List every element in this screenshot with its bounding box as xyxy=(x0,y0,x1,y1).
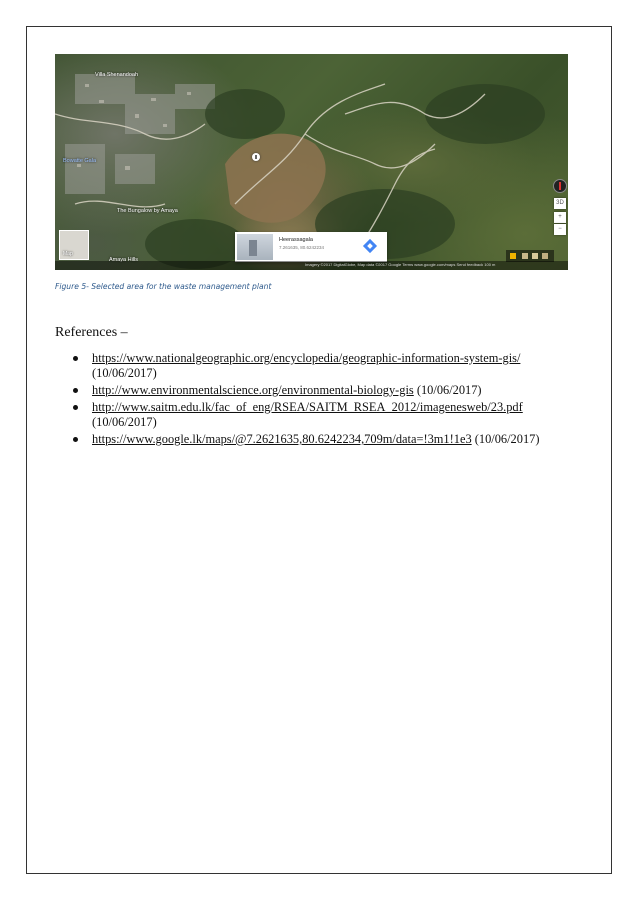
map-pin-icon[interactable] xyxy=(252,153,260,161)
reference-date: (10/06/2017) xyxy=(416,383,482,397)
map-bottom-bar xyxy=(55,261,568,270)
map-view-toggle[interactable] xyxy=(59,230,89,260)
map-label-bungalow: The Bungalow by Amaya xyxy=(117,208,178,214)
zoom-out-button[interactable]: − xyxy=(554,224,566,235)
imagery-thumb-icon[interactable] xyxy=(542,253,548,259)
map-label-bowatte: Bowatte Gala xyxy=(63,158,97,164)
place-coords: 7.261635, 80.6242234 xyxy=(279,245,325,250)
reference-link[interactable]: http://www.saitm.edu.lk/fac_of_eng/RSEA/SAITM_RSEA_2012/imagenesweb/23.pdf xyxy=(92,400,523,414)
references-list xyxy=(55,351,575,449)
reference-item xyxy=(55,351,575,381)
reference-item xyxy=(55,400,575,430)
map-view-label: Map xyxy=(63,251,73,257)
place-photo xyxy=(237,234,273,260)
compass-icon[interactable] xyxy=(553,179,567,193)
pegman-icon[interactable] xyxy=(510,253,516,259)
reference-item xyxy=(55,432,575,447)
map-label-villa: Villa Shenandoah xyxy=(95,72,139,78)
place-name: Heerassagala xyxy=(279,237,313,243)
reference-date: (10/06/2017) xyxy=(92,366,157,380)
reference-date: (10/06/2017) xyxy=(92,415,157,429)
imagery-thumb-icon[interactable] xyxy=(522,253,528,259)
map-label-amaya-hills: Amaya Hills xyxy=(109,257,139,263)
references-heading: References – xyxy=(55,325,128,340)
reference-link[interactable]: http://www.environmentalscience.org/environmental-biology-gis xyxy=(92,383,414,397)
place-card[interactable] xyxy=(235,232,387,262)
figure-caption: Figure 5- Selected area for the waste management plant xyxy=(55,282,272,291)
3d-toggle-button[interactable]: 3D xyxy=(554,198,566,209)
reference-link[interactable]: https://www.google.lk/maps/@7.2621635,80.6242234,709m/data=!3m1!1e3 xyxy=(92,432,472,446)
reference-link[interactable]: https://www.nationalgeographic.org/encyclopedia/geographic-information-system-gis/ xyxy=(92,351,521,365)
reference-date: (10/06/2017) xyxy=(474,432,540,446)
reference-item xyxy=(55,383,575,398)
satellite-map-figure[interactable] xyxy=(55,54,568,270)
directions-icon[interactable] xyxy=(363,239,377,253)
imagery-thumb-icon[interactable] xyxy=(532,253,538,259)
map-attribution: Imagery ©2017 DigitalGlobe, Map data ©2017 Google Terms www.google.com/maps Send feedback 100 m xyxy=(305,262,496,267)
zoom-in-button[interactable]: + xyxy=(554,212,566,223)
